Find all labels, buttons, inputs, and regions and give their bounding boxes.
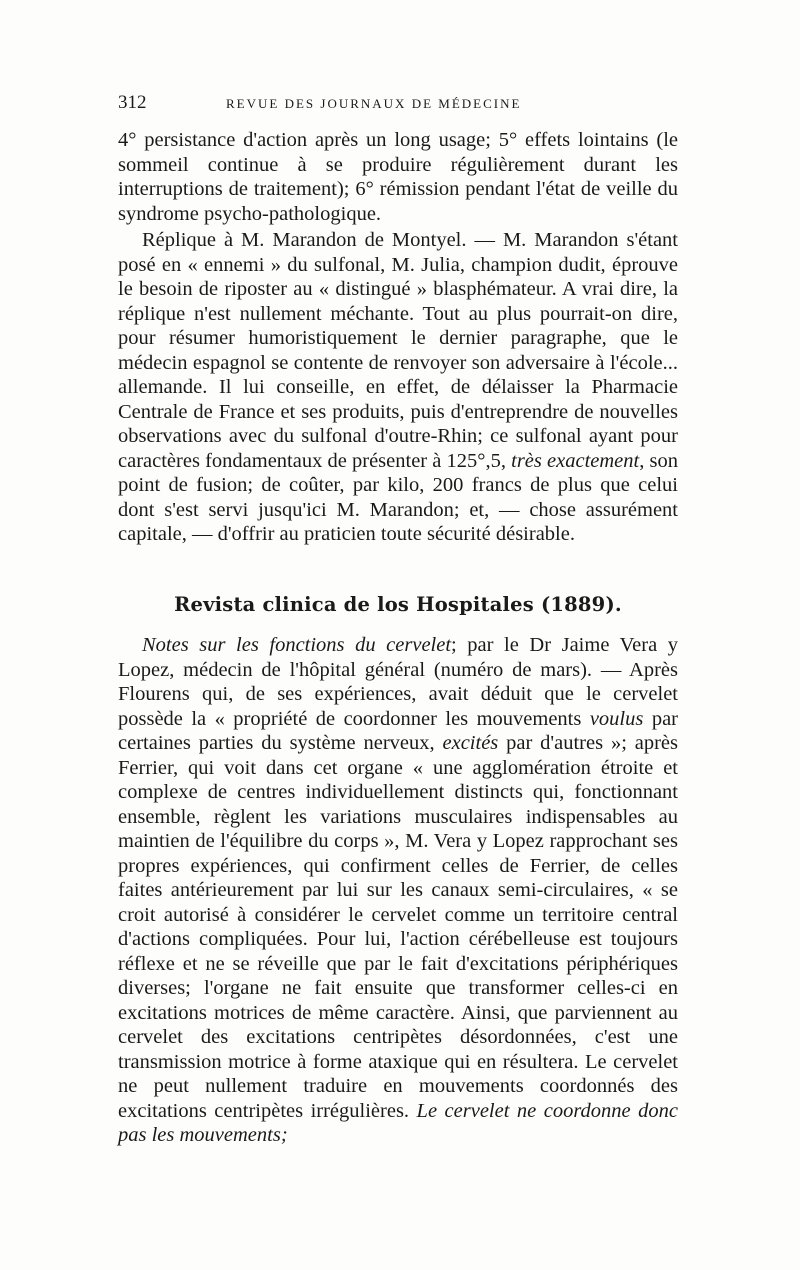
paragraph-1: 4° persistance d'action après un long usage; 5° effets lointains (le sommeil continue à se produire régulièrement durant les interruptions de traitement); 6° rémission pendant l'état de veille du syndrome psycho-pathologique.	[118, 129, 678, 225]
journal-title: REVUE DES JOURNAUX DE MÉDECINE	[226, 96, 522, 111]
paragraph-replique	[118, 228, 678, 547]
paragraph-continuation	[118, 128, 678, 226]
paragraph-2-text: Réplique à M. Marandon de Montyel. — M. Marandon s'étant posé en « ennemi » du sulfonal, M. Julia, champion dudit, éprouve le besoin de riposter au « distingué » blasphémateur. A vrai dire, la réplique n'est nullement méchante. Tout au plus pourrait-on dire, pour résumer humoristiquement le dernier paragraphe, que le médecin espagnol se contente de renvoyer son adversaire à l'école... allemande. Il lui conseille, en effet, de délaisser la Pharmacie Centrale de France et ses produits, puis d'entreprendre de nouvelles observations avec du sulfonal d'outre-Rhin; ce sulfonal ayant pour caractères fondamentaux de présenter à 125°,5,	[118, 229, 678, 472]
section-heading: Revista clinica de los Hospitales (1889).	[174, 593, 622, 616]
emphasis-excites: excités	[442, 732, 499, 754]
paragraph-2-text-end: , son point de fusion; de coûter, par kilo, 200 francs de plus que celui dont s'est servi jusqu'ici M. Marandon; et, — chose assurément capitale, — d'offrir au praticien toute sécurité désirable.	[118, 449, 678, 545]
paragraph-2-emphasis: très exactement	[511, 449, 640, 472]
article-title: Notes sur les fonctions du cervelet	[142, 634, 452, 656]
page-number: 312	[118, 92, 147, 113]
paragraph-3-part-2: par certaines parties du système nerveux,	[118, 707, 678, 754]
paragraph-cervelet	[118, 633, 678, 1148]
emphasis-conclusion: Le cervelet ne coordonne donc pas les mouvements;	[118, 1099, 678, 1146]
paragraph-3	[118, 633, 678, 1148]
emphasis-voulus: voulus	[589, 707, 644, 730]
running-head	[118, 92, 678, 116]
paragraph-2	[118, 228, 678, 547]
paragraph-3-part-3: par d'autres »; après Ferrier, qui voit dans cet organe « une agglomération étroite et complexe de centres individuellement distincts qui, fonctionnant ensemble, règlent les variations musculaires indispensables au maintien de l'équilibre du corps », M. Vera y Lopez rapprochant ses propres expériences, qui confirment celles de Ferrier, de celles faites antérieurement par lui sur les canaux semi-circulaires, « se croit autorisé à considérer le cervelet comme un territoire central d'actions compliquées. Pour lui, l'action cérébelleuse est toujours réflexe et ne se réveille que par le fait d'excitations périphériques diverses; l'organe ne fait ensuite que transformer celles-ci en excitations motrices de même caractère. Ainsi, que parviennent au cervelet des excitations centripètes désordonnées, c'est une transmission motrice à forme ataxique qui en résultera. Le cervelet ne peut nullement traduire en mouvements coordonnés des excitations centripètes irrégulières.	[118, 732, 679, 1122]
paragraph-3-part-1: ; par le Dr Jaime Vera y Lopez, médecin de l'hôpital général (numéro de mars). — Après Flourens qui, de ses expériences, avait déduit que le cervelet possède la « propriété de coordonner les mouvements	[118, 634, 678, 730]
